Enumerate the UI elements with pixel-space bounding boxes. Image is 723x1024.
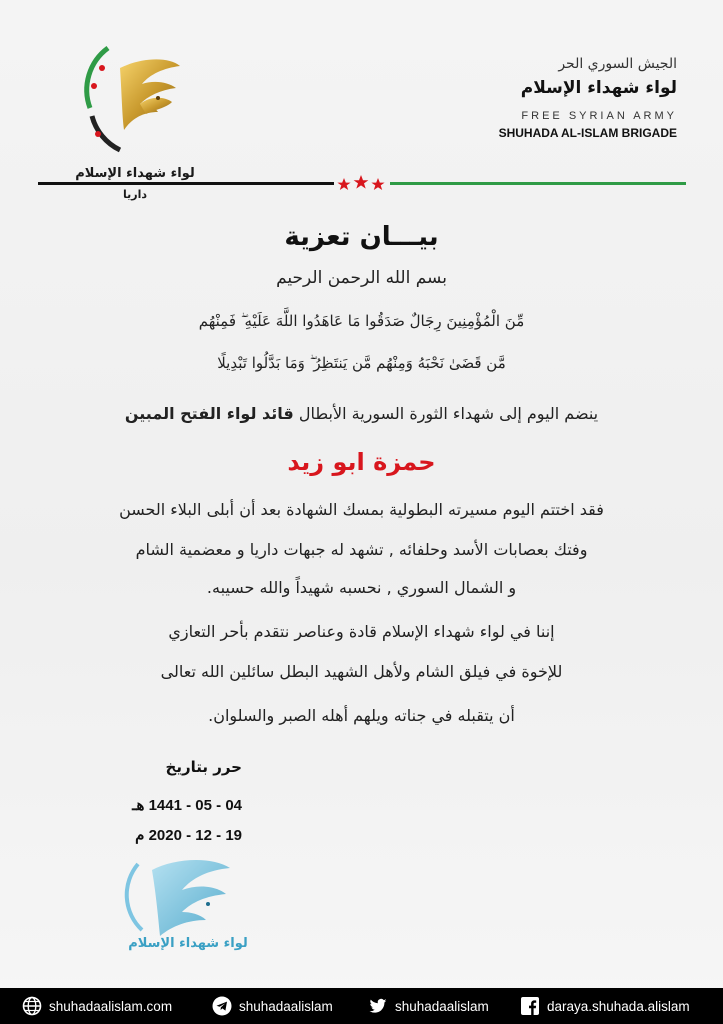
org-arabic-army: الجيش السوري الحر	[558, 56, 677, 72]
quran-verse-line-1: مِّنَ الْمُؤْمِنِينَ رِجَالٌ صَدَقُوا مَا عَاهَدُوا اللَّهَ عَلَيْهِ ۖ فَمِنْهُم	[198, 312, 525, 330]
globe-icon	[22, 996, 42, 1016]
logo-brigade-name: لواء شهداء الإسلام	[75, 166, 195, 181]
paragraph-line-5: للإخوة في فيلق الشام ولأهل الشهيد البطل سائلين الله تعالى	[160, 662, 563, 681]
paragraph-line-6: أن يتقبله في جناته ويلهم أهله الصبر والسلوان.	[208, 706, 515, 725]
announcement-line	[30, 404, 693, 423]
logo-city-name: داريا	[122, 188, 147, 201]
martyr-name: حمزة ابو زيد	[287, 448, 436, 476]
facebook-icon	[520, 996, 540, 1016]
org-english-army: FREE SYRIAN ARMY	[521, 110, 677, 122]
org-english-brigade: SHUHADA AL-ISLAM BRIGADE	[498, 126, 677, 140]
eagle-emblem-icon	[80, 38, 190, 163]
organization-heading	[417, 56, 677, 140]
announcement-text: ينضم اليوم إلى شهداء الثورة السورية الأبطال	[298, 404, 599, 423]
facebook-text: daraya.shuhada.alislam	[547, 998, 690, 1014]
basmala: بسم الله الرحمن الرحيم	[276, 268, 447, 288]
twitter-text: shuhadaalislam	[395, 998, 489, 1014]
statement-title: بيـــان تعزية	[284, 222, 439, 252]
twitter-link[interactable]	[368, 996, 489, 1016]
divider-green-bar	[390, 182, 686, 185]
twitter-icon	[368, 996, 388, 1016]
telegram-text: shuhadaalislam	[239, 998, 333, 1014]
eagle-watermark-icon	[108, 850, 268, 940]
org-arabic-brigade: لواء شهداء الإسلام	[520, 78, 677, 98]
paragraph-line-1: فقد اختتم اليوم مسيرته البطولية بمسك الشهادة بعد أن أبلى البلاء الحسن	[119, 500, 604, 519]
website-text: shuhadaalislam.com	[49, 998, 173, 1014]
brigade-logo	[70, 38, 200, 201]
social-footer	[0, 988, 723, 1024]
quran-verse-line-2: مَّن قَضَىٰ نَحْبَهُ وَمِنْهُم مَّن يَنتَظِرُ ۖ وَمَا بَدَّلُوا تَبْدِيلًا	[217, 354, 506, 372]
date-label: حرر بتاريخ	[165, 758, 242, 776]
commander-title: قائد لواء الفتح المبين	[124, 404, 294, 423]
telegram-link[interactable]	[212, 996, 333, 1016]
paragraph-line-2: وفتك بعصابات الأسد وحلفائه , تشهد له جبهات داريا و معضمية الشام	[135, 540, 588, 559]
issue-date-block	[92, 758, 242, 856]
telegram-icon	[212, 996, 232, 1016]
facebook-link[interactable]	[520, 996, 690, 1016]
gregorian-date: 19 - 12 - 2020 م	[135, 827, 242, 844]
hijri-date: 04 - 05 - 1441 هـ	[132, 797, 242, 814]
header-divider	[38, 180, 686, 188]
three-stars-icon	[336, 174, 386, 192]
watermark-logo	[108, 850, 268, 960]
watermark-brigade-name: لواء شهداء الإسلام	[128, 936, 248, 951]
paragraph-line-4: إننا في لواء شهداء الإسلام قادة وعناصر نتقدم بأحر التعازي	[168, 622, 555, 641]
paragraph-line-3: و الشمال السوري , نحسبه شهيداً والله حسيبه.	[206, 578, 517, 597]
divider-black-bar	[38, 182, 334, 185]
website-link[interactable]	[22, 996, 172, 1016]
